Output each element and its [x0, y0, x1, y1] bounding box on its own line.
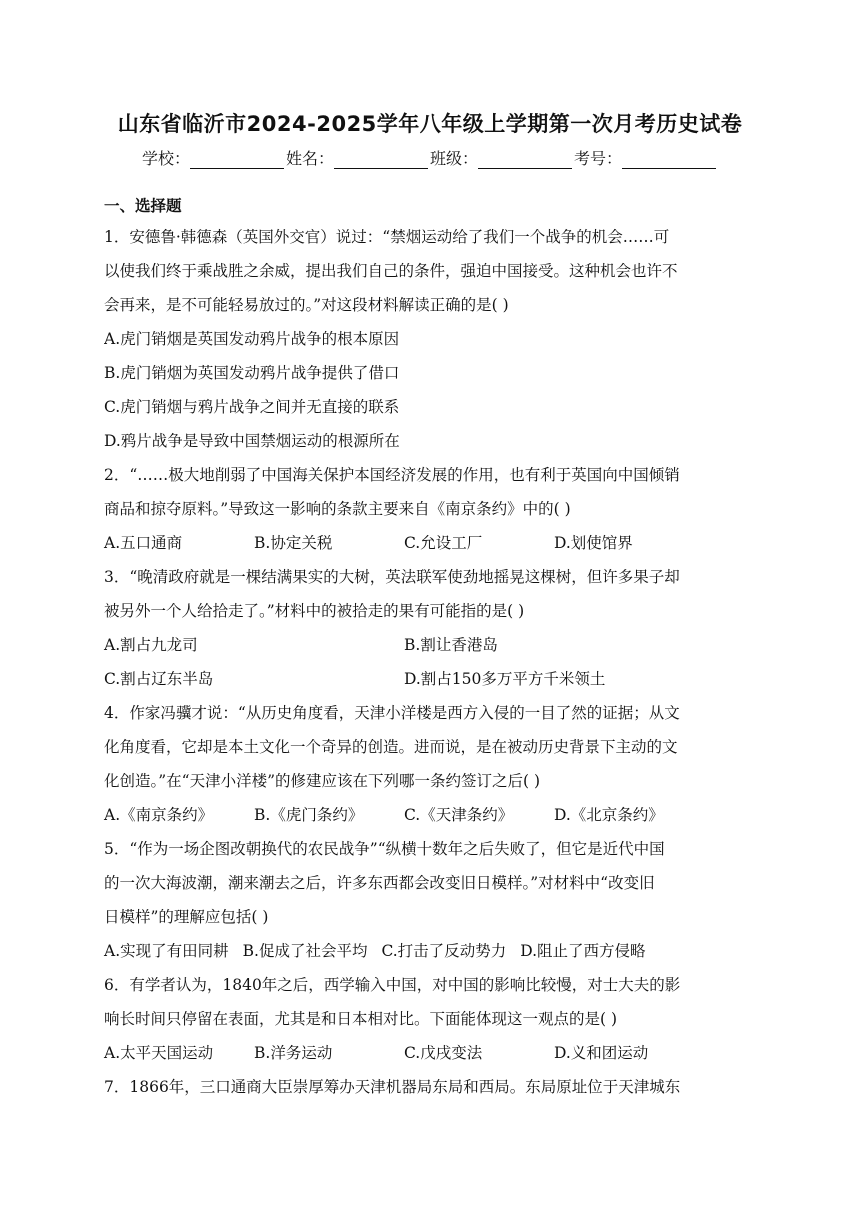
question-1	[104, 220, 759, 458]
option-a[interactable]: A.《南京条约》	[104, 806, 214, 824]
options-row	[104, 798, 759, 832]
school-label: 学校：	[141, 149, 190, 168]
option-d[interactable]: D.《北京条约》	[554, 806, 664, 824]
options-row	[104, 662, 759, 696]
exam-number-blank[interactable]	[622, 153, 716, 169]
question-3	[104, 560, 759, 696]
option-c[interactable]: C.戊戌变法	[404, 1044, 483, 1062]
options-row	[104, 1036, 759, 1070]
option-c[interactable]: C.允设工厂	[404, 534, 483, 552]
student-info-row	[0, 146, 860, 169]
option-c[interactable]: C.虎门销烟与鸦片战争之间并无直接的联系	[104, 398, 400, 416]
option-d[interactable]: D.义和团运动	[554, 1044, 649, 1062]
question-text: 日模样”的理解应包括( )	[104, 908, 269, 926]
option-b[interactable]: B.促成了社会平均	[242, 942, 368, 960]
school-field[interactable]	[142, 146, 286, 169]
question-6	[104, 968, 759, 1070]
option-b[interactable]: B.割让香港岛	[404, 636, 498, 654]
question-text: 被另外一个人给拾走了。”材料中的被拾走的果有可能指的是( )	[104, 602, 525, 620]
question-4	[104, 696, 759, 832]
option-c[interactable]: C.割占辽东半岛	[104, 670, 214, 688]
option-a[interactable]: A.实现了有田同耕	[104, 942, 229, 960]
class-label: 班级：	[430, 149, 479, 168]
name-field[interactable]	[286, 146, 430, 169]
question-text: 化角度看，它却是本土文化一个奇异的创造。进而说，是在被动历史背景下主动的文	[104, 738, 678, 756]
option-d[interactable]: D.鸦片战争是导致中国禁烟运动的根源所在	[104, 432, 400, 450]
section-heading: 一、选择题	[104, 197, 182, 215]
question-text: 7．1866年，三口通商大臣崇厚筹办天津机器局东局和西局。东局原址位于天津城东	[104, 1078, 681, 1096]
option-b[interactable]: B.洋务运动	[254, 1044, 333, 1062]
exam-number-field[interactable]	[574, 146, 718, 169]
question-text: 4．作家冯骥才说：“从历史角度看，天津小洋楼是西方入侵的一目了然的证据；从文	[104, 704, 680, 722]
question-text: 1．安德鲁·韩德森（英国外交官）说过：“禁烟运动给了我们一个战争的机会……可	[104, 228, 670, 246]
question-text: 以使我们终于乘战胜之余威，提出我们自己的条件，强迫中国接受。这种机会也许不	[104, 262, 678, 280]
option-a[interactable]: A.五口通商	[104, 534, 183, 552]
question-7	[104, 1070, 759, 1104]
question-text: 的一次大海波潮，潮来潮去之后，许多东西都会改变旧日模样。”对材料中“改变旧	[104, 874, 655, 892]
question-text: 会再来，是不可能轻易放过的。”对这段材料解读正确的是( )	[104, 296, 509, 314]
question-text: 响长时间只停留在表面，尤其是和日本相对比。下面能体现这一观点的是( )	[104, 1010, 618, 1028]
options-row	[104, 526, 759, 560]
questions-area	[104, 192, 759, 1104]
option-c[interactable]: C.打击了反动势力	[381, 942, 507, 960]
question-text: 6．有学者认为，1840年之后，西学输入中国，对中国的影响比较慢，对士大夫的影	[104, 976, 681, 994]
school-blank[interactable]	[190, 153, 284, 169]
options-row	[104, 934, 759, 968]
question-text: 商品和掠夺原料。”导致这一影响的条款主要来自《南京条约》中的( )	[104, 500, 571, 518]
option-b[interactable]: B.虎门销烟为英国发动鸦片战争提供了借口	[104, 364, 400, 382]
option-d[interactable]: D.划使馆界	[554, 534, 633, 552]
question-text: 2．“……极大地削弱了中国海关保护本国经济发展的作用，也有利于英国向中国倾销	[104, 466, 680, 484]
option-a[interactable]: A.太平天国运动	[104, 1044, 214, 1062]
option-b[interactable]: B.《虎门条约》	[254, 806, 364, 824]
question-text: 3．“晚清政府就是一棵结满果实的大树，英法联军使劲地摇晃这棵树，但许多果子却	[104, 568, 680, 586]
name-blank[interactable]	[334, 153, 428, 169]
option-c[interactable]: C.《天津条约》	[404, 806, 514, 824]
name-label: 姓名：	[285, 149, 334, 168]
option-d[interactable]: D.割占150多万平方千米领土	[404, 670, 606, 688]
option-b[interactable]: B.协定关税	[254, 534, 333, 552]
question-2	[104, 458, 759, 560]
options-row	[104, 628, 759, 662]
question-text: 化创造。”在“天津小洋楼”的修建应该在下列哪一条约签订之后( )	[104, 772, 541, 790]
class-field[interactable]	[430, 146, 574, 169]
question-5	[104, 832, 759, 968]
option-a[interactable]: A.割占九龙司	[104, 636, 198, 654]
exam-number-label: 考号：	[574, 149, 623, 168]
exam-title: 山东省临沂市2024-2025学年八年级上学期第一次月考历史试卷	[117, 112, 743, 136]
option-d[interactable]: D.阻止了西方侵略	[520, 942, 646, 960]
option-a[interactable]: A.虎门销烟是英国发动鸦片战争的根本原因	[104, 330, 400, 348]
class-blank[interactable]	[478, 153, 572, 169]
question-text: 5．“作为一场企图改朝换代的农民战争”“纵横十数年之后失败了，但它是近代中国	[104, 840, 665, 858]
